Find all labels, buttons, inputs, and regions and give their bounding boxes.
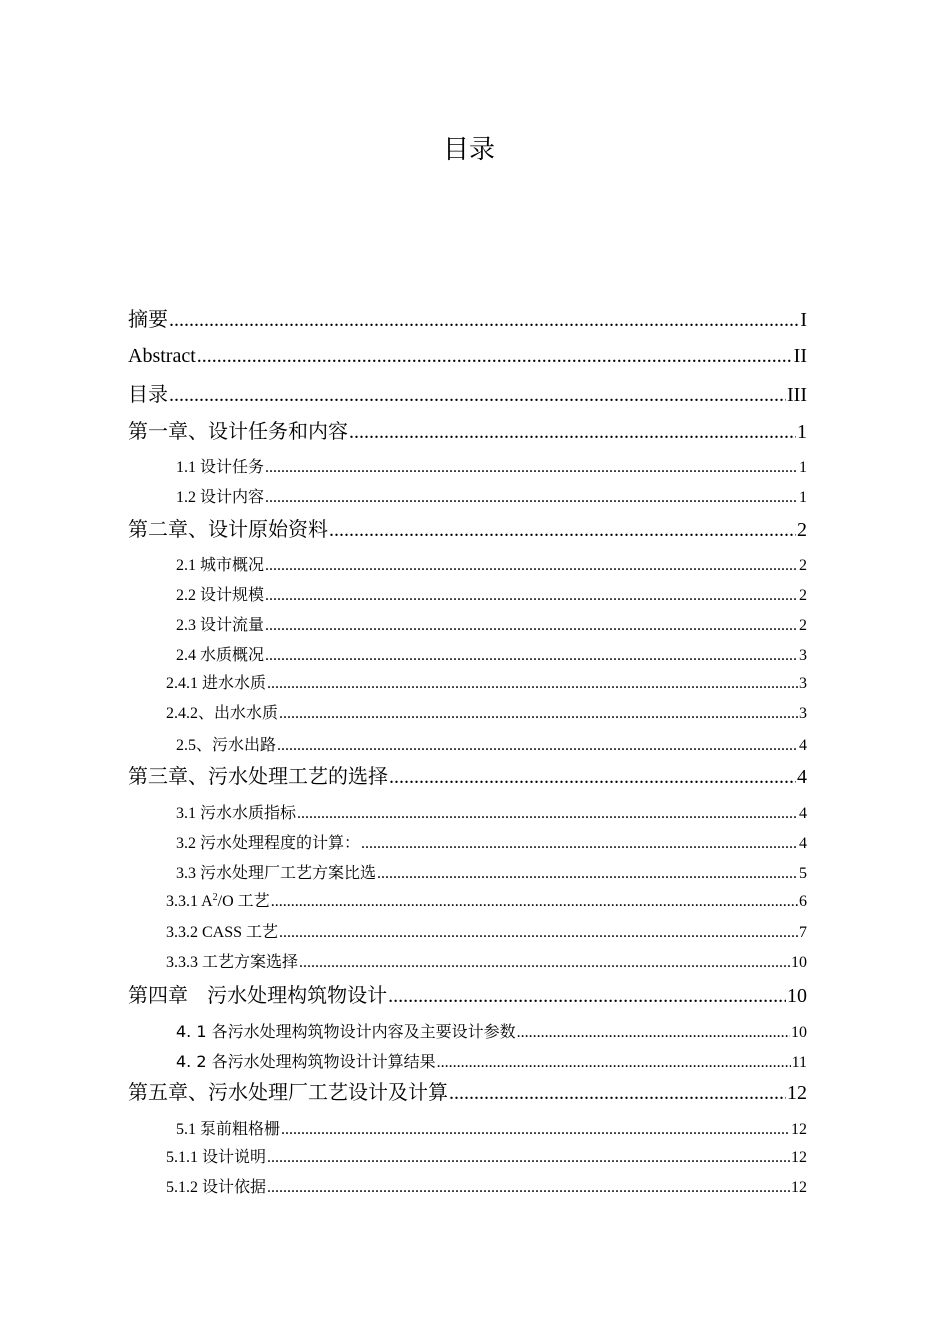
toc-leader (361, 833, 798, 855)
toc-label: 第四章 污水处理构筑物设计 (128, 983, 388, 1007)
toc-entry-3-3[interactable] (0, 863, 807, 885)
toc-page-number: 12 (791, 1149, 807, 1166)
toc-leader (329, 516, 796, 544)
toc-entry-chapter-5[interactable] (0, 1078, 807, 1107)
toc-page-number: 12 (791, 1121, 807, 1138)
toc-entry-abstract-en[interactable] (0, 342, 807, 370)
toc-page-number: 2 (799, 557, 807, 574)
toc-leader (449, 1079, 786, 1107)
toc-entry-2-2[interactable] (0, 585, 807, 607)
toc-leader (265, 585, 798, 607)
toc-entry-chapter-4[interactable] (0, 981, 807, 1010)
toc-leader (517, 1022, 790, 1044)
toc-leader (377, 863, 798, 885)
toc-entry-2-4[interactable] (0, 645, 807, 667)
toc-title: 目录 (442, 135, 495, 165)
toc-page-number: 4 (799, 805, 807, 822)
toc-entry-chapter-1[interactable] (0, 417, 807, 446)
toc-label: 2.2 设计规模 (176, 587, 265, 604)
toc-leader (169, 306, 799, 334)
toc-label: 2.4 水质概况 (176, 647, 265, 664)
toc-leader (389, 763, 796, 791)
toc-label: 第一章、设计任务和内容 (128, 419, 348, 443)
toc-label: 5.1 泵前粗格栅 (176, 1121, 281, 1138)
toc-page-number: 4 (799, 835, 807, 852)
toc-page-number: 12 (787, 1082, 807, 1104)
toc-page-number: 1 (797, 421, 807, 443)
toc-entry-3-3-1[interactable] (0, 891, 807, 913)
toc-page-number: 10 (787, 985, 807, 1007)
toc-page-number: 3 (799, 705, 807, 722)
toc-label: 2.4.1 进水水质 (166, 675, 267, 692)
toc-leader (299, 952, 790, 974)
toc-entry-2-1[interactable] (0, 555, 807, 577)
toc-page-number: 2 (799, 617, 807, 634)
toc-page-number: I (800, 309, 807, 331)
toc-label: 3.3.1 $A^2/O$ 工艺 (166, 892, 270, 910)
toc-page-number: 3 (799, 675, 807, 692)
toc-label: Abstract (128, 345, 196, 367)
toc-label: 4. 2 各污水处理构筑物设计计算结果 (176, 1052, 436, 1071)
toc-leader (279, 922, 798, 944)
toc-leader (267, 1147, 790, 1169)
toc-label: 目录 (128, 382, 168, 406)
toc-label: 3.3 污水处理厂工艺方案比选 (176, 865, 377, 882)
toc-page-number: 2 (799, 587, 807, 604)
toc-entry-1-2[interactable] (0, 487, 807, 509)
toc-entry-2-4-2[interactable] (0, 703, 807, 725)
toc-leader (297, 803, 798, 825)
toc-entry-5-1-1[interactable] (0, 1147, 807, 1169)
toc-entry-contents[interactable] (0, 380, 807, 409)
toc-entry-abstract-cn[interactable] (0, 305, 807, 334)
toc-page-number: 1 (799, 459, 807, 476)
toc-page-number: 6 (799, 893, 807, 910)
toc-page-number: 7 (799, 924, 807, 941)
toc-label: 2.4.2、出水水质 (166, 705, 279, 722)
toc-page-number: 5 (799, 865, 807, 882)
toc-entry-5-1[interactable] (0, 1119, 807, 1141)
toc-leader (437, 1052, 791, 1074)
toc-page-number: II (793, 345, 807, 367)
toc-page-number: 10 (791, 1024, 807, 1041)
toc-label: 3.2 污水处理程度的计算： (176, 835, 361, 852)
toc-page-number: 11 (791, 1054, 807, 1071)
toc-leader (265, 457, 798, 479)
toc-entry-chapter-2[interactable] (0, 515, 807, 544)
toc-label: 3.3.2 CASS 工艺 (166, 924, 279, 941)
toc-entry-3-3-3[interactable] (0, 952, 807, 974)
toc-entry-1-1[interactable] (0, 457, 807, 479)
toc-label: 3.1 污水水质指标 (176, 805, 297, 822)
toc-label: 5.1.1 设计说明 (166, 1149, 267, 1166)
toc-page-number: 1 (799, 489, 807, 506)
toc-label: 2.5、污水出路 (176, 737, 277, 754)
toc-entry-3-3-2[interactable] (0, 922, 807, 944)
toc-leader (281, 1119, 790, 1141)
toc-leader (349, 418, 796, 446)
toc-leader (265, 645, 798, 667)
toc-leader (277, 735, 798, 757)
toc-entry-3-2[interactable] (0, 833, 807, 855)
toc-label: 2.1 城市概况 (176, 557, 265, 574)
toc-label: 摘要 (128, 307, 168, 331)
toc-leader (197, 342, 793, 370)
toc-label: 3.3.3 工艺方案选择 (166, 954, 299, 971)
toc-entry-4-2[interactable] (0, 1051, 807, 1074)
toc-label: 1.1 设计任务 (176, 459, 265, 476)
toc-label: 第五章、污水处理厂工艺设计及计算 (128, 1080, 448, 1104)
toc-entry-2-4-1[interactable] (0, 673, 807, 695)
toc-leader (271, 891, 798, 913)
toc-page-number: 12 (791, 1179, 807, 1196)
toc-page-number: III (787, 384, 807, 406)
toc-leader (265, 487, 798, 509)
toc-page-number: 2 (797, 519, 807, 541)
toc-label: 第三章、污水处理工艺的选择 (128, 764, 388, 788)
toc-entry-chapter-3[interactable] (0, 762, 807, 791)
toc-label: 2.3 设计流量 (176, 617, 265, 634)
toc-page-number: 10 (791, 954, 807, 971)
toc-entry-5-1-2[interactable] (0, 1177, 807, 1199)
toc-entry-3-1[interactable] (0, 803, 807, 825)
toc-leader (265, 615, 798, 637)
toc-page-number: 3 (799, 647, 807, 664)
toc-page-number: 4 (797, 766, 807, 788)
toc-label: 第二章、设计原始资料 (128, 517, 328, 541)
toc-leader (279, 703, 798, 725)
toc-entry-2-5[interactable] (0, 735, 807, 757)
toc-label: 1.2 设计内容 (176, 489, 265, 506)
toc-entry-2-3[interactable] (0, 615, 807, 637)
toc-label: 5.1.2 设计依据 (166, 1179, 267, 1196)
toc-leader (169, 381, 786, 409)
toc-leader (267, 1177, 790, 1199)
toc-label: 4. 1 各污水处理构筑物设计内容及主要设计参数 (176, 1022, 516, 1041)
toc-page-number: 4 (799, 737, 807, 754)
toc-leader (267, 673, 798, 695)
toc-leader (388, 982, 786, 1010)
toc-leader (265, 555, 798, 577)
toc-entry-4-1[interactable] (0, 1021, 807, 1044)
